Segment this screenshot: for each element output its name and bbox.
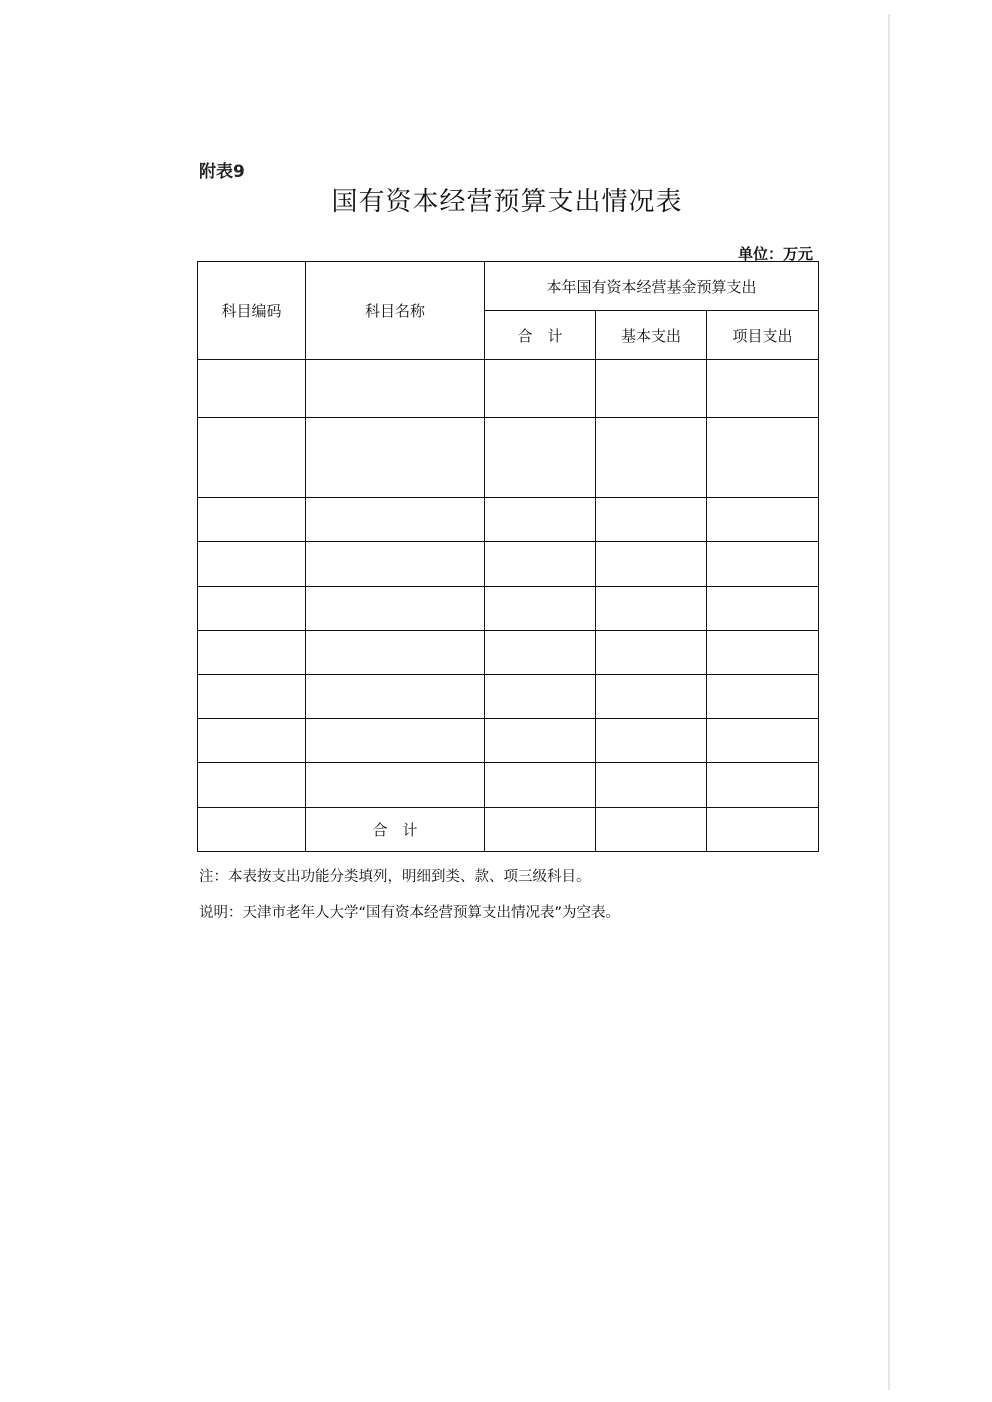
table-row [198, 360, 819, 418]
cell-project [707, 675, 819, 719]
table-row [198, 498, 819, 542]
cell-basic [596, 675, 707, 719]
cell-project [707, 542, 819, 587]
total-row-project [707, 808, 819, 852]
total-row-total [485, 808, 596, 852]
total-row [198, 808, 819, 852]
table-row [198, 675, 819, 719]
header-total: 合 计 [485, 311, 596, 360]
cell-code [198, 498, 306, 542]
cell-project [707, 719, 819, 763]
cell-name [306, 418, 485, 498]
cell-code [198, 719, 306, 763]
cell-total [485, 719, 596, 763]
cell-total [485, 498, 596, 542]
header-basic-expenditure: 基本支出 [596, 311, 707, 360]
cell-code [198, 360, 306, 418]
cell-basic [596, 631, 707, 675]
cell-name [306, 542, 485, 587]
cell-basic [596, 360, 707, 418]
total-row-basic [596, 808, 707, 852]
cell-basic [596, 542, 707, 587]
table-row [198, 542, 819, 587]
page-title: 国有资本经营预算支出情况表 [331, 187, 683, 217]
cell-project [707, 360, 819, 418]
table-row [198, 587, 819, 631]
cell-code [198, 542, 306, 587]
table-note: 注：本表按支出功能分类填列，明细到类、款、项三级科目。 [199, 869, 591, 885]
total-row-label: 合 计 [306, 808, 485, 852]
cell-total [485, 763, 596, 808]
cell-project [707, 498, 819, 542]
unit-label: 单位：万元 [738, 245, 814, 263]
appendix-label: 附表9 [199, 162, 245, 182]
table-row [198, 631, 819, 675]
cell-project [707, 631, 819, 675]
cell-code [198, 587, 306, 631]
table-row [198, 719, 819, 763]
header-expenditure-group: 本年国有资本经营基金预算支出 [485, 262, 819, 311]
cell-total [485, 675, 596, 719]
table-row [198, 418, 819, 498]
total-row-code-cell [198, 808, 306, 852]
cell-name [306, 675, 485, 719]
cell-basic [596, 498, 707, 542]
cell-name [306, 498, 485, 542]
cell-total [485, 631, 596, 675]
cell-total [485, 542, 596, 587]
budget-table [197, 261, 819, 852]
cell-basic [596, 587, 707, 631]
table-row [198, 763, 819, 808]
cell-code [198, 631, 306, 675]
header-project-expenditure: 项目支出 [707, 311, 819, 360]
cell-code [198, 763, 306, 808]
table-description: 说明：天津市老年人大学“国有资本经营预算支出情况表”为空表。 [199, 905, 621, 921]
header-subject-code: 科目编码 [198, 262, 306, 360]
cell-code [198, 418, 306, 498]
cell-project [707, 763, 819, 808]
cell-basic [596, 763, 707, 808]
cell-project [707, 418, 819, 498]
cell-name [306, 719, 485, 763]
cell-total [485, 360, 596, 418]
cell-basic [596, 719, 707, 763]
cell-code [198, 675, 306, 719]
cell-name [306, 631, 485, 675]
cell-basic [596, 418, 707, 498]
cell-name [306, 763, 485, 808]
cell-name [306, 587, 485, 631]
cell-project [707, 587, 819, 631]
cell-total [485, 587, 596, 631]
cell-name [306, 360, 485, 418]
header-subject-name: 科目名称 [306, 262, 485, 360]
cell-total [485, 418, 596, 498]
page-edge-line [888, 14, 890, 1390]
